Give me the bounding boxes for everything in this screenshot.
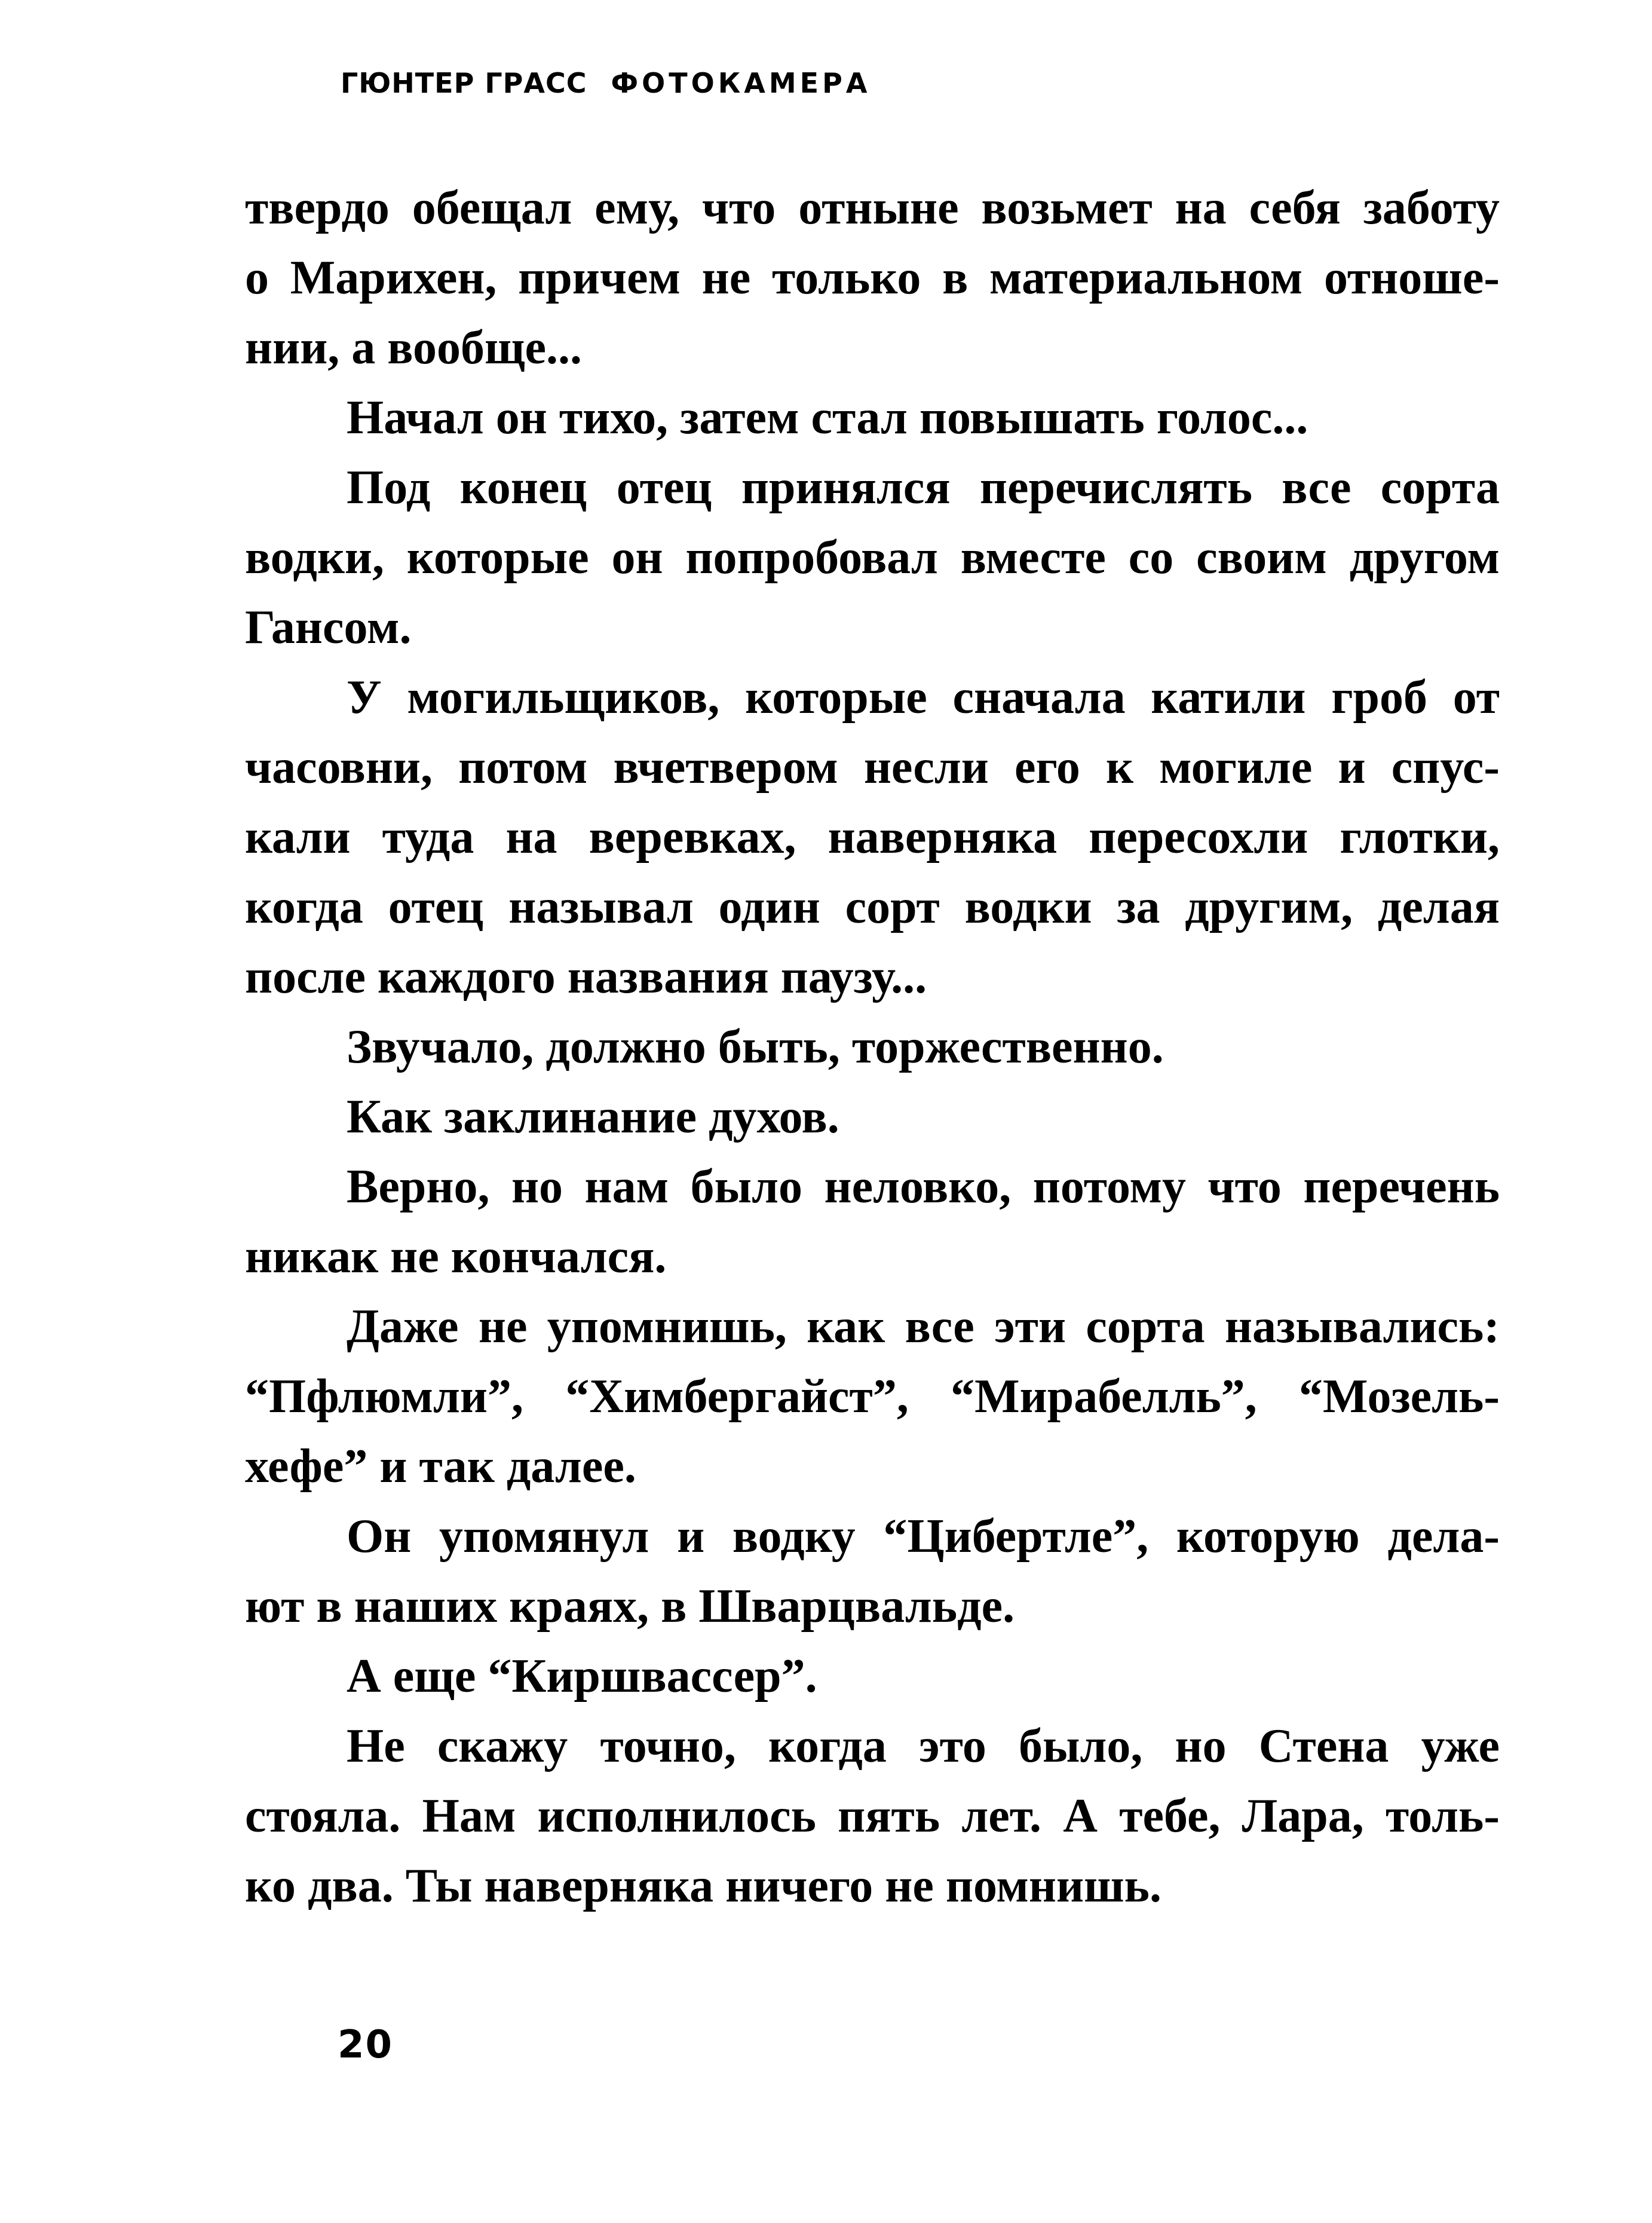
text-line: Не скажу точно, когда это было, но Стена уже (347, 1720, 1500, 1772)
text-line: стояла. Нам исполнилось пять лет. А тебе, Лара, толь- (245, 1790, 1500, 1842)
text-line: часовни, потом вчетвером несли его к могиле и спус- (245, 741, 1500, 794)
text-line: после каждого названия паузу... (245, 951, 927, 1003)
text-line: Как заклинание духов. (347, 1091, 839, 1143)
header-book-title: ФОТОКАМЕРА (611, 67, 871, 99)
text-line: Даже не упомнишь, как все эти сорта назывались: (347, 1300, 1500, 1353)
text-line: Под конец отец принялся перечислять все сорта (347, 461, 1500, 514)
text-line: о Марихен, причем не только в материальном отноше- (245, 252, 1500, 304)
text-line: хефе” и так далее. (245, 1440, 636, 1493)
text-line: Он упомянул и водку “Цибертле”, которую дела- (347, 1510, 1500, 1563)
text-line: Верно, но нам было неловко, потому что перечень (347, 1161, 1500, 1213)
text-line: “Пфлюмли”, “Химбергайст”, “Мирабелль”, “Мозель- (245, 1370, 1500, 1423)
page-number: 20 (338, 2023, 394, 2067)
text-line: когда отец называл один сорт водки за другим, делая (245, 881, 1500, 933)
text-line: Гансом. (245, 601, 412, 654)
text-line: водки, которые он попробовал вместе со своим другом (245, 531, 1500, 584)
header-author: ГЮНТЕР ГРАСС (341, 67, 587, 99)
text-line: никак не кончался. (245, 1230, 667, 1283)
text-line: У могильщиков, которые сначала катили гроб от (347, 671, 1500, 724)
running-head (341, 67, 871, 99)
text-line: Начал он тихо, затем стал повышать голос... (347, 391, 1308, 444)
text-line: ко два. Ты наверняка ничего не помнишь. (245, 1860, 1161, 1912)
text-line: ют в наших краях, в Шварцвальде. (245, 1580, 1015, 1633)
text-line: твердо обещал ему, что отныне возьмет на себя заботу (245, 182, 1500, 234)
text-line: нии, а вообще... (245, 321, 582, 374)
text-line: А еще “Киршвассер”. (347, 1650, 817, 1703)
text-line: Звучало, должно быть, торжественно. (347, 1021, 1164, 1073)
page-text (245, 173, 1500, 1921)
text-line: кали туда на веревках, наверняка пересохли глотки, (245, 811, 1500, 864)
